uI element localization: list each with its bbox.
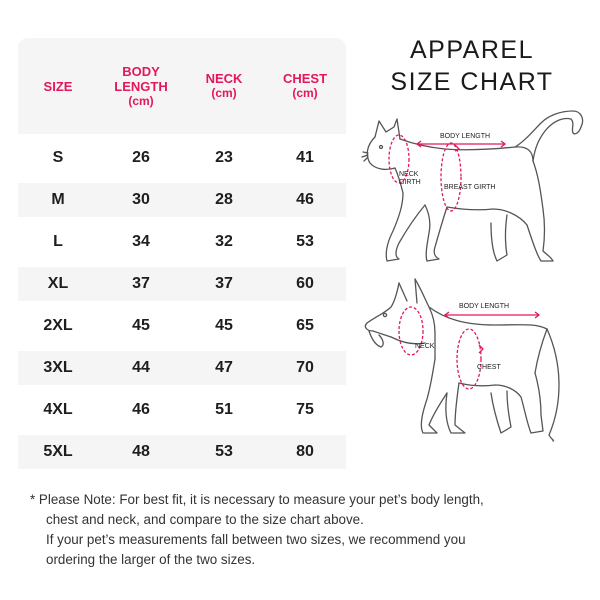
page-title [370,34,574,98]
title-line-1: APPAREL [410,36,534,64]
cat-breast-girth-label: BREAST GIRTH [444,184,496,191]
table-row [18,435,346,469]
size-cell: 2XL [43,317,73,334]
note-line-1: * Please Note: For best fit, it is necessary to measure your pet’s body length, [30,492,484,507]
cat-neck-label-2: GIRTH [399,179,421,186]
body-length-cell: 45 [132,317,150,334]
table-row [18,141,346,175]
cat-body-length-label: BODY LENGTH [440,133,491,140]
chest-cell: 46 [296,191,314,208]
header-size: SIZE [43,78,73,94]
header-neck: NECK (cm) [205,71,243,100]
table-row [18,309,346,343]
body-length-cell: 26 [132,149,150,166]
size-cell: 3XL [43,359,73,376]
neck-cell: 37 [215,275,233,292]
chest-cell: 75 [296,401,314,418]
note-line-4: ordering the larger of the two sizes. [46,552,256,567]
note-line-2: chest and neck, and compare to the size chart above. [46,512,364,527]
table-header-row [18,38,346,134]
chest-cell: 65 [296,317,314,334]
note-line-3: If your pet’s measurements fall between two sizes, we recommend you [46,532,466,547]
table-row [18,393,346,427]
neck-cell: 51 [215,401,233,418]
cat-measurement-illustration [355,105,595,270]
neck-cell: 47 [215,359,233,376]
size-cell: M [51,191,65,208]
chest-cell: 41 [296,149,314,166]
table-row [18,183,346,217]
chest-cell: 53 [296,233,314,250]
size-cell: L [53,233,63,250]
body-length-cell: 48 [132,443,150,460]
neck-cell: 28 [215,191,233,208]
body-length-cell: 44 [132,359,150,376]
neck-cell: 23 [215,149,233,166]
body-length-cell: 46 [132,401,150,418]
chest-cell: 80 [296,443,314,460]
table-row [18,225,346,259]
measurement-note [30,490,590,570]
size-cell: 4XL [43,401,73,418]
body-length-cell: 37 [132,275,150,292]
header-body-length: BODY LENGTH (cm) [114,63,168,108]
size-cell: XL [47,275,69,292]
size-cell: S [52,149,64,166]
body-length-cell: 30 [132,191,150,208]
dog-body-length-label: BODY LENGTH [459,303,510,310]
dog-measurement-illustration [355,275,595,455]
body-length-cell: 34 [132,233,150,250]
table-row [18,267,346,301]
neck-cell: 32 [215,233,233,250]
chest-cell: 70 [296,359,314,376]
size-table [18,38,346,470]
table-row [18,351,346,385]
neck-cell: 45 [215,317,233,334]
neck-cell: 53 [215,443,233,460]
dog-chest-label: CHEST [477,364,501,371]
header-chest: CHEST (cm) [282,71,328,100]
chest-cell: 60 [296,275,314,292]
size-cell: 5XL [43,443,73,460]
dog-chest-ring [457,329,481,389]
cat-breast-girth-ring [441,143,461,211]
title-line-2: SIZE CHART [390,68,554,96]
cat-neck-label-1: NECK [399,171,419,178]
dog-neck-label: NECK [415,343,435,350]
